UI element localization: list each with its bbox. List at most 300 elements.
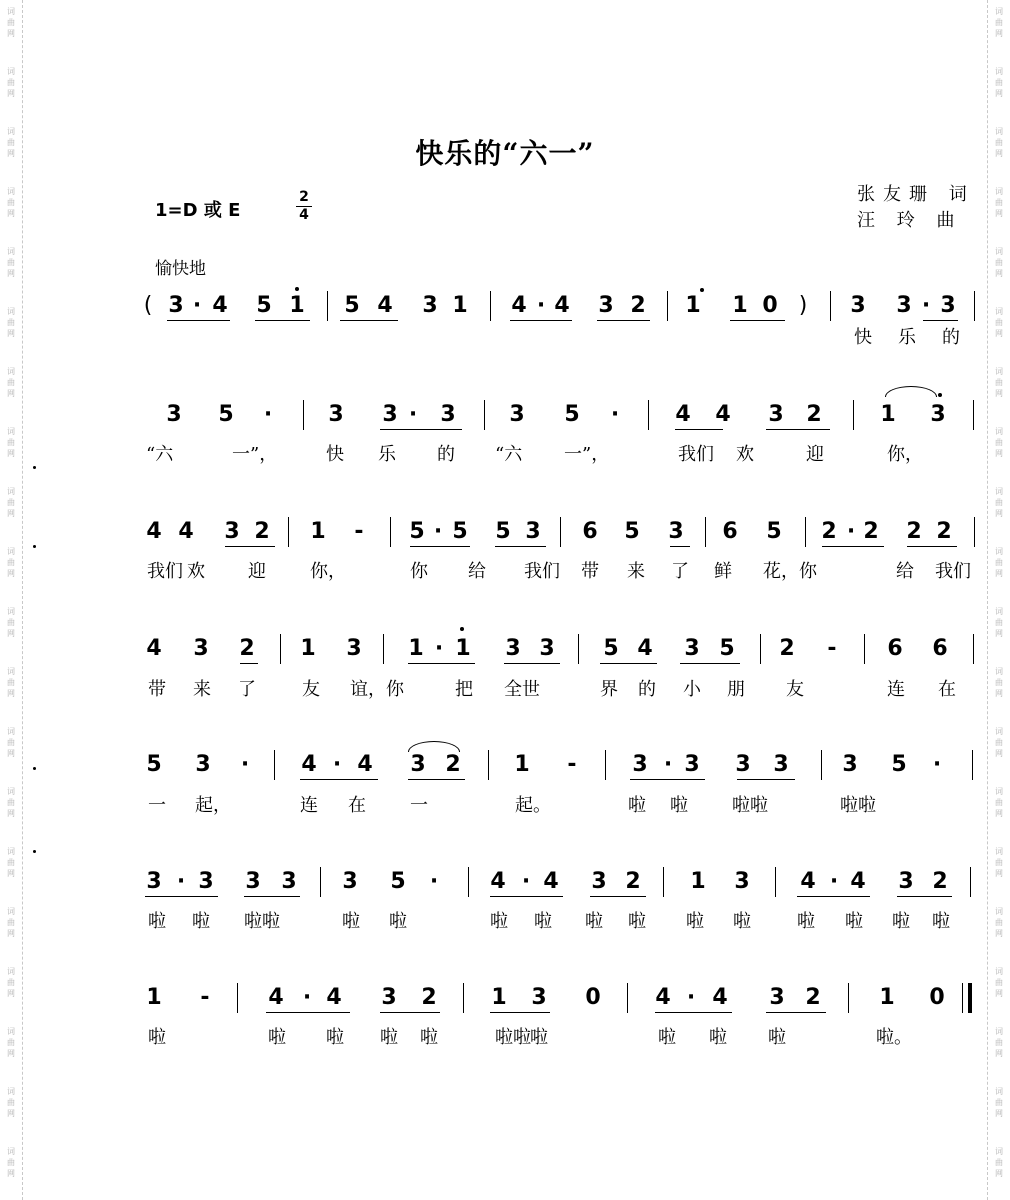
note: 4: [146, 636, 162, 661]
barline: [490, 291, 491, 321]
note: 4: [637, 636, 653, 661]
note: ·: [433, 519, 443, 544]
beam-underline: [630, 779, 705, 780]
watermark-mark: 词 曲 网: [7, 187, 15, 218]
beam-underline: [680, 663, 740, 664]
octave-dot: [938, 393, 942, 397]
lyric-syllable: 给: [468, 561, 486, 582]
note: 3: [422, 293, 438, 318]
barline: [463, 983, 464, 1013]
beam-underline: [380, 429, 462, 430]
lyric-syllable: 啦: [380, 1027, 398, 1048]
lyric-syllable: 啦: [628, 911, 646, 932]
watermark-mark: 词 曲 网: [7, 727, 15, 758]
note: 2: [625, 869, 641, 894]
note: 3: [198, 869, 214, 894]
note: 2: [421, 985, 437, 1010]
beam-underline: [766, 1012, 826, 1013]
scan-speck: [33, 545, 36, 548]
watermark-mark: 词 曲 网: [995, 847, 1003, 878]
note: 3: [735, 752, 751, 777]
lyric-syllable: 迎: [806, 444, 824, 465]
note: 4: [326, 985, 342, 1010]
note: ·: [932, 752, 942, 777]
barline: [320, 867, 321, 897]
note: ·: [663, 752, 673, 777]
scan-speck: [33, 466, 36, 469]
lyric-syllable: 迎: [248, 561, 266, 582]
note: 6: [887, 636, 903, 661]
lyric-syllable: 啦: [768, 1027, 786, 1048]
note: ·: [332, 752, 342, 777]
lyric-syllable: 在: [348, 795, 366, 816]
beam-underline: [408, 779, 465, 780]
note: 5: [409, 519, 425, 544]
watermark-mark: 词 曲 网: [7, 367, 15, 398]
note: 4: [715, 402, 731, 427]
note: 3: [684, 636, 700, 661]
barline: [973, 634, 974, 664]
lyric-syllable: 的: [942, 327, 960, 348]
lyric-syllable: 鲜: [714, 561, 732, 582]
note: 3: [505, 636, 521, 661]
lyric-syllable: 连: [300, 795, 318, 816]
note: 0: [585, 985, 601, 1010]
note: 3: [539, 636, 555, 661]
watermark-mark: 词 曲 网: [995, 1087, 1003, 1118]
watermark-mark: 词 曲 网: [995, 127, 1003, 158]
lyric-syllable: 界: [600, 679, 618, 700]
lyric-syllable: 我们: [524, 561, 560, 582]
barline: [560, 517, 561, 547]
lyric-syllable: 给: [896, 561, 914, 582]
watermark-mark: 词 曲 网: [7, 1147, 15, 1178]
key-signature: 1=D 或 E: [155, 200, 241, 221]
note: 1: [146, 985, 162, 1010]
lyric-syllable: 来: [193, 679, 211, 700]
watermark-mark: 词 曲 网: [995, 427, 1003, 458]
note: -: [567, 752, 577, 777]
lyric-syllable: 啦: [932, 911, 950, 932]
lyric-syllable: 一: [148, 795, 166, 816]
barline: [864, 634, 865, 664]
note: ·: [610, 402, 620, 427]
note: 4: [490, 869, 506, 894]
beam-underline: [408, 663, 475, 664]
note: 3: [930, 402, 946, 427]
octave-dot: [460, 627, 464, 631]
watermark-mark: 词 曲 网: [7, 487, 15, 518]
beam-underline: [490, 1012, 550, 1013]
lyric-syllable: 啦: [845, 911, 863, 932]
lyric-syllable: 啦: [797, 911, 815, 932]
barline: [578, 634, 579, 664]
lyric-syllable: 啦: [733, 911, 751, 932]
note: ·: [192, 293, 202, 318]
lyric-syllable: 啦: [670, 795, 688, 816]
note: 3: [525, 519, 541, 544]
beam-underline: [255, 320, 310, 321]
beam-underline: [590, 896, 646, 897]
note: 4: [675, 402, 691, 427]
note: 3: [410, 752, 426, 777]
lyric-syllable: 在: [938, 679, 956, 700]
watermark-mark: 词 曲 网: [995, 307, 1003, 338]
note: 3: [166, 402, 182, 427]
note: 6: [932, 636, 948, 661]
watermark-mark: 词 曲 网: [995, 667, 1003, 698]
lyric-syllable: 啦: [686, 911, 704, 932]
watermark-mark: 词 曲 网: [995, 1147, 1003, 1178]
note: 1: [732, 293, 748, 318]
lyric-syllable: 的: [638, 679, 656, 700]
note: 0: [762, 293, 778, 318]
note: 1: [514, 752, 530, 777]
lyric-syllable: 你，: [310, 561, 346, 582]
beam-underline: [907, 546, 957, 547]
beam-underline: [300, 779, 378, 780]
note: 3: [598, 293, 614, 318]
note: 3: [381, 985, 397, 1010]
lyric-syllable: 的: [437, 444, 455, 465]
watermark-mark: 词 曲 网: [7, 667, 15, 698]
beam-underline: [897, 896, 952, 897]
watermark-mark: 词 曲 网: [995, 247, 1003, 278]
lyric-syllable: 一: [410, 795, 428, 816]
note: ·: [686, 985, 696, 1010]
lyric-syllable: 啦: [534, 911, 552, 932]
tempo-marking: 愉快地: [155, 259, 206, 279]
lyric-syllable: 啦: [268, 1027, 286, 1048]
note: 1: [300, 636, 316, 661]
beam-underline: [600, 663, 657, 664]
note: ·: [408, 402, 418, 427]
beam-underline: [410, 546, 470, 547]
note: 4: [543, 869, 559, 894]
lyric-syllable: 啦: [342, 911, 360, 932]
beam-underline: [797, 896, 870, 897]
barline: [830, 291, 831, 321]
note: 3: [531, 985, 547, 1010]
watermark-mark: 词 曲 网: [7, 907, 15, 938]
lyric-syllable: 了: [671, 561, 689, 582]
note: (: [143, 293, 153, 318]
lyric-syllable: 小: [683, 679, 701, 700]
note: 3: [509, 402, 525, 427]
note: 5: [891, 752, 907, 777]
lyric-syllable: 友: [786, 679, 804, 700]
lyric-syllable: 带: [148, 679, 166, 700]
watermark-mark: 词 曲 网: [7, 247, 15, 278]
note: 5: [218, 402, 234, 427]
barline: [760, 634, 761, 664]
note: 5: [344, 293, 360, 318]
note: 3: [734, 869, 750, 894]
song-title: 快乐的“六一”: [415, 137, 595, 170]
beam-underline: [380, 1012, 440, 1013]
lyric-syllable: 乐: [378, 444, 396, 465]
watermark-mark: 词 曲 网: [7, 847, 15, 878]
lyric-syllable: 来: [627, 561, 645, 582]
scan-speck: [33, 850, 36, 853]
barline: [970, 867, 971, 897]
note: 4: [712, 985, 728, 1010]
note: 5: [603, 636, 619, 661]
beam-underline: [766, 429, 830, 430]
note: 3: [850, 293, 866, 318]
lyric-syllable: 带: [581, 561, 599, 582]
note: 6: [582, 519, 598, 544]
watermark-mark: 词 曲 网: [995, 727, 1003, 758]
note: 4: [554, 293, 570, 318]
note: 5: [624, 519, 640, 544]
note: ·: [176, 869, 186, 894]
lyric-syllable: 啦啦: [244, 911, 280, 932]
lyric-syllable: 啦: [192, 911, 210, 932]
note: 4: [178, 519, 194, 544]
note: 3: [328, 402, 344, 427]
watermark-mark: 词 曲 网: [7, 427, 15, 458]
lyric-syllable: 啦: [709, 1027, 727, 1048]
barline: [327, 291, 328, 321]
beam-underline: [670, 546, 690, 547]
barline: [383, 634, 384, 664]
note: 1: [455, 636, 471, 661]
note: 3: [940, 293, 956, 318]
lyric-syllable: 啦: [628, 795, 646, 816]
lyric-syllable: 啦: [148, 1027, 166, 1048]
composer-credit: 汪 玲 曲: [857, 210, 963, 231]
note: 1: [879, 985, 895, 1010]
note: 4: [377, 293, 393, 318]
watermark-mark: 词 曲 网: [995, 67, 1003, 98]
watermark-mark: 词 曲 网: [995, 787, 1003, 818]
lyric-syllable: 啦: [530, 1027, 548, 1048]
note: -: [200, 985, 210, 1010]
note: 4: [357, 752, 373, 777]
barline: [663, 867, 664, 897]
note: 3: [342, 869, 358, 894]
watermark-mark: 词 曲 网: [995, 367, 1003, 398]
watermark-mark: 词 曲 网: [995, 607, 1003, 638]
lyric-syllable: 啦: [585, 911, 603, 932]
octave-dot: [700, 288, 704, 292]
lyric-syllable: 啦。: [876, 1027, 912, 1048]
lyric-syllable: 啦啦: [732, 795, 768, 816]
watermark-mark: 词 曲 网: [995, 7, 1003, 38]
lyric-syllable: 一”，: [232, 444, 278, 465]
barline: [237, 983, 238, 1013]
note: 4: [800, 869, 816, 894]
beam-underline: [244, 896, 300, 897]
lyric-syllable: 乐: [898, 327, 916, 348]
note: 3: [898, 869, 914, 894]
note: 4: [268, 985, 284, 1010]
note: 5: [495, 519, 511, 544]
note: 5: [146, 752, 162, 777]
lyric-syllable: 快: [854, 327, 872, 348]
watermark-mark: 词 曲 网: [995, 547, 1003, 578]
beam-underline: [240, 663, 258, 664]
barline: [974, 291, 975, 321]
lyric-syllable: 起。: [515, 795, 551, 816]
note: 3: [195, 752, 211, 777]
note: 3: [382, 402, 398, 427]
note: 1: [491, 985, 507, 1010]
lyric-syllable: 我们: [935, 561, 971, 582]
watermark-mark: 词 曲 网: [995, 967, 1003, 998]
lyric-syllable: 你，: [887, 444, 923, 465]
beam-underline: [923, 320, 958, 321]
watermark-mark: 词 曲 网: [7, 547, 15, 578]
barline: [488, 750, 489, 780]
note: 2: [906, 519, 922, 544]
scan-speck: [33, 767, 36, 770]
lyric-syllable: 了: [238, 679, 256, 700]
note: 2: [936, 519, 952, 544]
slur-arc: [885, 386, 937, 397]
note: 5: [452, 519, 468, 544]
note: 3: [224, 519, 240, 544]
watermark-mark: 词 曲 网: [995, 187, 1003, 218]
beam-underline: [675, 429, 723, 430]
note: ·: [846, 519, 856, 544]
note: 3: [632, 752, 648, 777]
note: 6: [722, 519, 738, 544]
watermark-mark: 词 曲 网: [7, 67, 15, 98]
watermark-mark: 词 曲 网: [7, 1027, 15, 1058]
barline: [973, 400, 974, 430]
note: 3: [769, 985, 785, 1010]
note: 4: [850, 869, 866, 894]
time-signature: 2 4: [296, 190, 312, 223]
lyric-syllable: 啦: [326, 1027, 344, 1048]
lyric-syllable: 起，: [195, 795, 231, 816]
note: 5: [766, 519, 782, 544]
watermark-strip-left: [0, 0, 23, 1200]
barline: [775, 867, 776, 897]
note: 3: [168, 293, 184, 318]
lyric-syllable: 你: [410, 561, 428, 582]
note: 3: [193, 636, 209, 661]
note: 5: [390, 869, 406, 894]
barline: [853, 400, 854, 430]
barline: [484, 400, 485, 430]
lyric-syllable: 一”，: [564, 444, 610, 465]
beam-underline: [655, 1012, 732, 1013]
beam-underline: [495, 546, 546, 547]
note: 3: [146, 869, 162, 894]
barline: [390, 517, 391, 547]
barline: [274, 750, 275, 780]
lyric-syllable: 友: [302, 679, 320, 700]
beam-underline: [504, 663, 560, 664]
beam-underline: [597, 320, 650, 321]
watermark-strip-right: [987, 0, 1010, 1200]
note: 3: [896, 293, 912, 318]
note: 1: [408, 636, 424, 661]
note: 3: [346, 636, 362, 661]
watermark-mark: 词 曲 网: [7, 127, 15, 158]
note: ·: [921, 293, 931, 318]
note: 3: [768, 402, 784, 427]
final-barline-thin: [962, 983, 963, 1013]
beam-underline: [145, 896, 218, 897]
barline: [667, 291, 668, 321]
watermark-mark: 词 曲 网: [995, 487, 1003, 518]
lyric-syllable: 把: [455, 679, 473, 700]
note: 2: [630, 293, 646, 318]
note: -: [354, 519, 364, 544]
slur-arc: [408, 741, 460, 752]
barline: [848, 983, 849, 1013]
watermark-mark: 词 曲 网: [7, 307, 15, 338]
barline: [627, 983, 628, 1013]
note: 4: [301, 752, 317, 777]
lyric-syllable: “六: [495, 444, 523, 465]
note: 5: [719, 636, 735, 661]
note: 3: [591, 869, 607, 894]
note: ·: [536, 293, 546, 318]
note: 2: [821, 519, 837, 544]
note: ·: [429, 869, 439, 894]
barline: [972, 750, 973, 780]
lyric-syllable: 啦: [148, 911, 166, 932]
note: 2: [805, 985, 821, 1010]
note: 2: [932, 869, 948, 894]
barline: [648, 400, 649, 430]
note: ): [798, 293, 808, 318]
note: 1: [880, 402, 896, 427]
final-barline: [968, 983, 972, 1013]
barline: [280, 634, 281, 664]
lyric-syllable: “六: [146, 444, 174, 465]
barline: [821, 750, 822, 780]
note: ·: [521, 869, 531, 894]
note: 4: [655, 985, 671, 1010]
note: 3: [281, 869, 297, 894]
note: ·: [434, 636, 444, 661]
watermark-mark: 词 曲 网: [7, 7, 15, 38]
lyric-syllable: 欢: [736, 444, 754, 465]
barline: [468, 867, 469, 897]
barline: [974, 517, 975, 547]
beam-underline: [730, 320, 785, 321]
note: 3: [842, 752, 858, 777]
lyric-syllable: 啦啦: [495, 1027, 531, 1048]
lyric-syllable: 啦: [892, 911, 910, 932]
lyric-syllable: 啦: [658, 1027, 676, 1048]
note: -: [827, 636, 837, 661]
beam-underline: [510, 320, 572, 321]
note: 5: [564, 402, 580, 427]
note: 2: [806, 402, 822, 427]
lyric-syllable: 啦啦: [840, 795, 876, 816]
barline: [805, 517, 806, 547]
lyric-syllable: 花，你: [763, 561, 817, 582]
barline: [705, 517, 706, 547]
note: ·: [829, 869, 839, 894]
lyric-syllable: 我们: [147, 561, 183, 582]
note: 2: [863, 519, 879, 544]
note: ·: [263, 402, 273, 427]
watermark-mark: 词 曲 网: [7, 967, 15, 998]
beam-underline: [822, 546, 884, 547]
watermark-mark: 词 曲 网: [995, 907, 1003, 938]
beam-underline: [225, 546, 275, 547]
beam-underline: [266, 1012, 350, 1013]
lyric-syllable: 连: [887, 679, 905, 700]
